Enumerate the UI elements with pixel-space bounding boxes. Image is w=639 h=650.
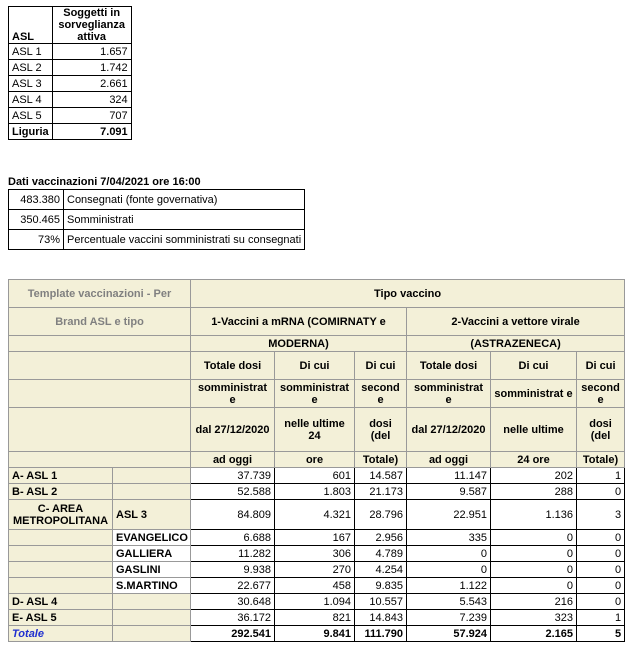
- data-cell: 22.677: [191, 578, 275, 594]
- data-cell: 22.951: [407, 500, 491, 530]
- column-header: 24 ore: [491, 452, 577, 468]
- data-cell: 5.543: [407, 594, 491, 610]
- total-label: Liguria: [9, 124, 53, 140]
- table-row: [9, 610, 625, 626]
- group1-header-line1: 1-Vaccini a mRNA (COMIRNATY e: [191, 308, 407, 336]
- data-cell: 0: [407, 546, 491, 562]
- column-header: ore: [275, 452, 355, 468]
- column-header: Di cui: [491, 352, 577, 380]
- column-header: Totale dosi: [407, 352, 491, 380]
- column-header: Di cui: [275, 352, 355, 380]
- template-label: Template vaccinazioni - Per: [9, 280, 191, 308]
- data-cell: 4.789: [355, 546, 407, 562]
- row-sublabel: EVANGELICO: [113, 530, 191, 546]
- surveillance-table: [8, 6, 132, 140]
- asl-name: ASL 1: [9, 44, 53, 60]
- data-cell: 0: [577, 562, 625, 578]
- column-header: dal 27/12/2020: [407, 408, 491, 452]
- total-cell: 111.790: [355, 626, 407, 642]
- column-header: Totale): [355, 452, 407, 468]
- data-cell: 1.136: [491, 500, 577, 530]
- asl-value: 324: [52, 92, 131, 108]
- data-cell: 1: [577, 610, 625, 626]
- data-cell: 2.956: [355, 530, 407, 546]
- data-cell: 36.172: [191, 610, 275, 626]
- asl-value: 1.742: [52, 60, 131, 76]
- data-cell: 0: [491, 578, 577, 594]
- table-row: [9, 562, 625, 578]
- vaccination-detail-table: [8, 279, 625, 642]
- row-sublabel: [113, 610, 191, 626]
- row-sublabel: ASL 3: [113, 500, 191, 530]
- data-cell: 37.739: [191, 468, 275, 484]
- table-row: [9, 44, 132, 60]
- summary-value: 73%: [9, 230, 64, 250]
- data-cell: 9.835: [355, 578, 407, 594]
- group1-header-line2: MODERNA): [191, 336, 407, 352]
- column-header: dosi (del: [577, 408, 625, 452]
- data-cell: 7.239: [407, 610, 491, 626]
- data-cell: 14.843: [355, 610, 407, 626]
- data-cell: 11.282: [191, 546, 275, 562]
- total-cell: 5: [577, 626, 625, 642]
- data-cell: 0: [577, 484, 625, 500]
- data-cell: 84.809: [191, 500, 275, 530]
- table-row: [9, 594, 625, 610]
- table-row: [9, 108, 132, 124]
- group2-header-line1: 2-Vaccini a vettore virale: [407, 308, 625, 336]
- row-label: C- AREA METROPOLITANA: [9, 500, 113, 530]
- table-row: [9, 92, 132, 108]
- data-cell: 1: [577, 468, 625, 484]
- total-cell: 2.165: [491, 626, 577, 642]
- data-cell: 458: [275, 578, 355, 594]
- data-cell: 4.321: [275, 500, 355, 530]
- summary-label: Percentuale vaccini somministrati su consegnati: [64, 230, 305, 250]
- data-cell: 0: [491, 530, 577, 546]
- summary-value: 483.380: [9, 190, 64, 210]
- header-asl: ASL: [9, 7, 53, 44]
- table-row: [9, 230, 305, 250]
- data-cell: 167: [275, 530, 355, 546]
- data-cell: 4.254: [355, 562, 407, 578]
- table-row: [9, 468, 625, 484]
- column-header: dosi (del: [355, 408, 407, 452]
- table-row: [9, 546, 625, 562]
- data-cell: 216: [491, 594, 577, 610]
- row-label: [9, 530, 113, 546]
- data-cell: 9.938: [191, 562, 275, 578]
- data-cell: 270: [275, 562, 355, 578]
- column-header: ad oggi: [407, 452, 491, 468]
- data-cell: 601: [275, 468, 355, 484]
- column-header: Totale dosi: [191, 352, 275, 380]
- column-header: dal 27/12/2020: [191, 408, 275, 452]
- data-cell: 30.648: [191, 594, 275, 610]
- total-row: [9, 124, 132, 140]
- column-header: somministrat e: [275, 380, 355, 408]
- brand-label: Brand ASL e tipo: [9, 308, 191, 336]
- data-cell: 9.587: [407, 484, 491, 500]
- column-header-row: [9, 380, 625, 408]
- blank-cell: [9, 336, 191, 352]
- table-row: [9, 530, 625, 546]
- row-label: [9, 562, 113, 578]
- column-header: ad oggi: [191, 452, 275, 468]
- column-header-row: [9, 408, 625, 452]
- row-label: [9, 546, 113, 562]
- summary-label: Consegnati (fonte governativa): [64, 190, 305, 210]
- summary-value: 350.465: [9, 210, 64, 230]
- row-label: E- ASL 5: [9, 610, 113, 626]
- data-cell: 288: [491, 484, 577, 500]
- data-cell: 0: [491, 546, 577, 562]
- data-cell: 6.688: [191, 530, 275, 546]
- column-header: somministrat e: [191, 380, 275, 408]
- blank-cell: [113, 626, 191, 642]
- tipo-vaccino-header: Tipo vaccino: [191, 280, 625, 308]
- data-cell: 323: [491, 610, 577, 626]
- table-row: [9, 190, 305, 210]
- blank-cell: [9, 352, 191, 380]
- table-row: [9, 76, 132, 92]
- data-cell: 0: [577, 530, 625, 546]
- column-header: Di cui: [355, 352, 407, 380]
- data-cell: 0: [407, 562, 491, 578]
- row-sublabel: [113, 468, 191, 484]
- data-cell: 14.587: [355, 468, 407, 484]
- data-cell: 202: [491, 468, 577, 484]
- column-header-row: [9, 352, 625, 380]
- row-label: B- ASL 2: [9, 484, 113, 500]
- column-header: nelle ultime: [491, 408, 577, 452]
- column-header: somministrat e: [491, 380, 577, 408]
- data-cell: 3: [577, 500, 625, 530]
- total-cell: 9.841: [275, 626, 355, 642]
- total-cell: 57.924: [407, 626, 491, 642]
- summary-label: Somministrati: [64, 210, 305, 230]
- data-cell: 335: [407, 530, 491, 546]
- blank-cell: [9, 408, 191, 452]
- table-row: [9, 210, 305, 230]
- data-cell: 21.173: [355, 484, 407, 500]
- data-cell: 0: [491, 562, 577, 578]
- vaccination-title: Dati vaccinazioni 7/04/2021 ore 16:00: [8, 176, 201, 188]
- column-header-row: [9, 452, 625, 468]
- column-header: second e: [355, 380, 407, 408]
- data-cell: 28.796: [355, 500, 407, 530]
- data-cell: 10.557: [355, 594, 407, 610]
- data-cell: 1.094: [275, 594, 355, 610]
- column-header: Di cui: [577, 352, 625, 380]
- data-cell: 0: [577, 578, 625, 594]
- data-cell: 11.147: [407, 468, 491, 484]
- blank-cell: [9, 380, 191, 408]
- row-sublabel: GALLIERA: [113, 546, 191, 562]
- group2-header-line2: (ASTRAZENECA): [407, 336, 625, 352]
- asl-value: 1.657: [52, 44, 131, 60]
- column-header: second e: [577, 380, 625, 408]
- table-row: [9, 60, 132, 76]
- vaccination-summary-table: [8, 189, 305, 250]
- blank-cell: [9, 452, 191, 468]
- total-row: [9, 626, 625, 642]
- data-cell: 306: [275, 546, 355, 562]
- table-row: [9, 578, 625, 594]
- asl-name: ASL 4: [9, 92, 53, 108]
- data-cell: 1.122: [407, 578, 491, 594]
- column-header: nelle ultime 24: [275, 408, 355, 452]
- asl-name: ASL 5: [9, 108, 53, 124]
- row-sublabel: [113, 484, 191, 500]
- row-label: A- ASL 1: [9, 468, 113, 484]
- table-row: [9, 484, 625, 500]
- data-cell: 1.803: [275, 484, 355, 500]
- total-cell: 292.541: [191, 626, 275, 642]
- column-header: somministrat e: [407, 380, 491, 408]
- data-cell: 52.588: [191, 484, 275, 500]
- row-label: D- ASL 4: [9, 594, 113, 610]
- asl-value: 2.661: [52, 76, 131, 92]
- asl-value: 707: [52, 108, 131, 124]
- column-header: Totale): [577, 452, 625, 468]
- total-value: 7.091: [52, 124, 131, 140]
- row-sublabel: GASLINI: [113, 562, 191, 578]
- asl-name: ASL 3: [9, 76, 53, 92]
- header-soggetti: Soggetti in sorveglianza attiva: [52, 7, 131, 44]
- row-sublabel: [113, 594, 191, 610]
- asl-name: ASL 2: [9, 60, 53, 76]
- row-sublabel: S.MARTINO: [113, 578, 191, 594]
- data-cell: 0: [577, 546, 625, 562]
- total-label: Totale: [9, 626, 113, 642]
- row-label: [9, 578, 113, 594]
- table-row: [9, 500, 625, 530]
- data-cell: 821: [275, 610, 355, 626]
- data-cell: 0: [577, 594, 625, 610]
